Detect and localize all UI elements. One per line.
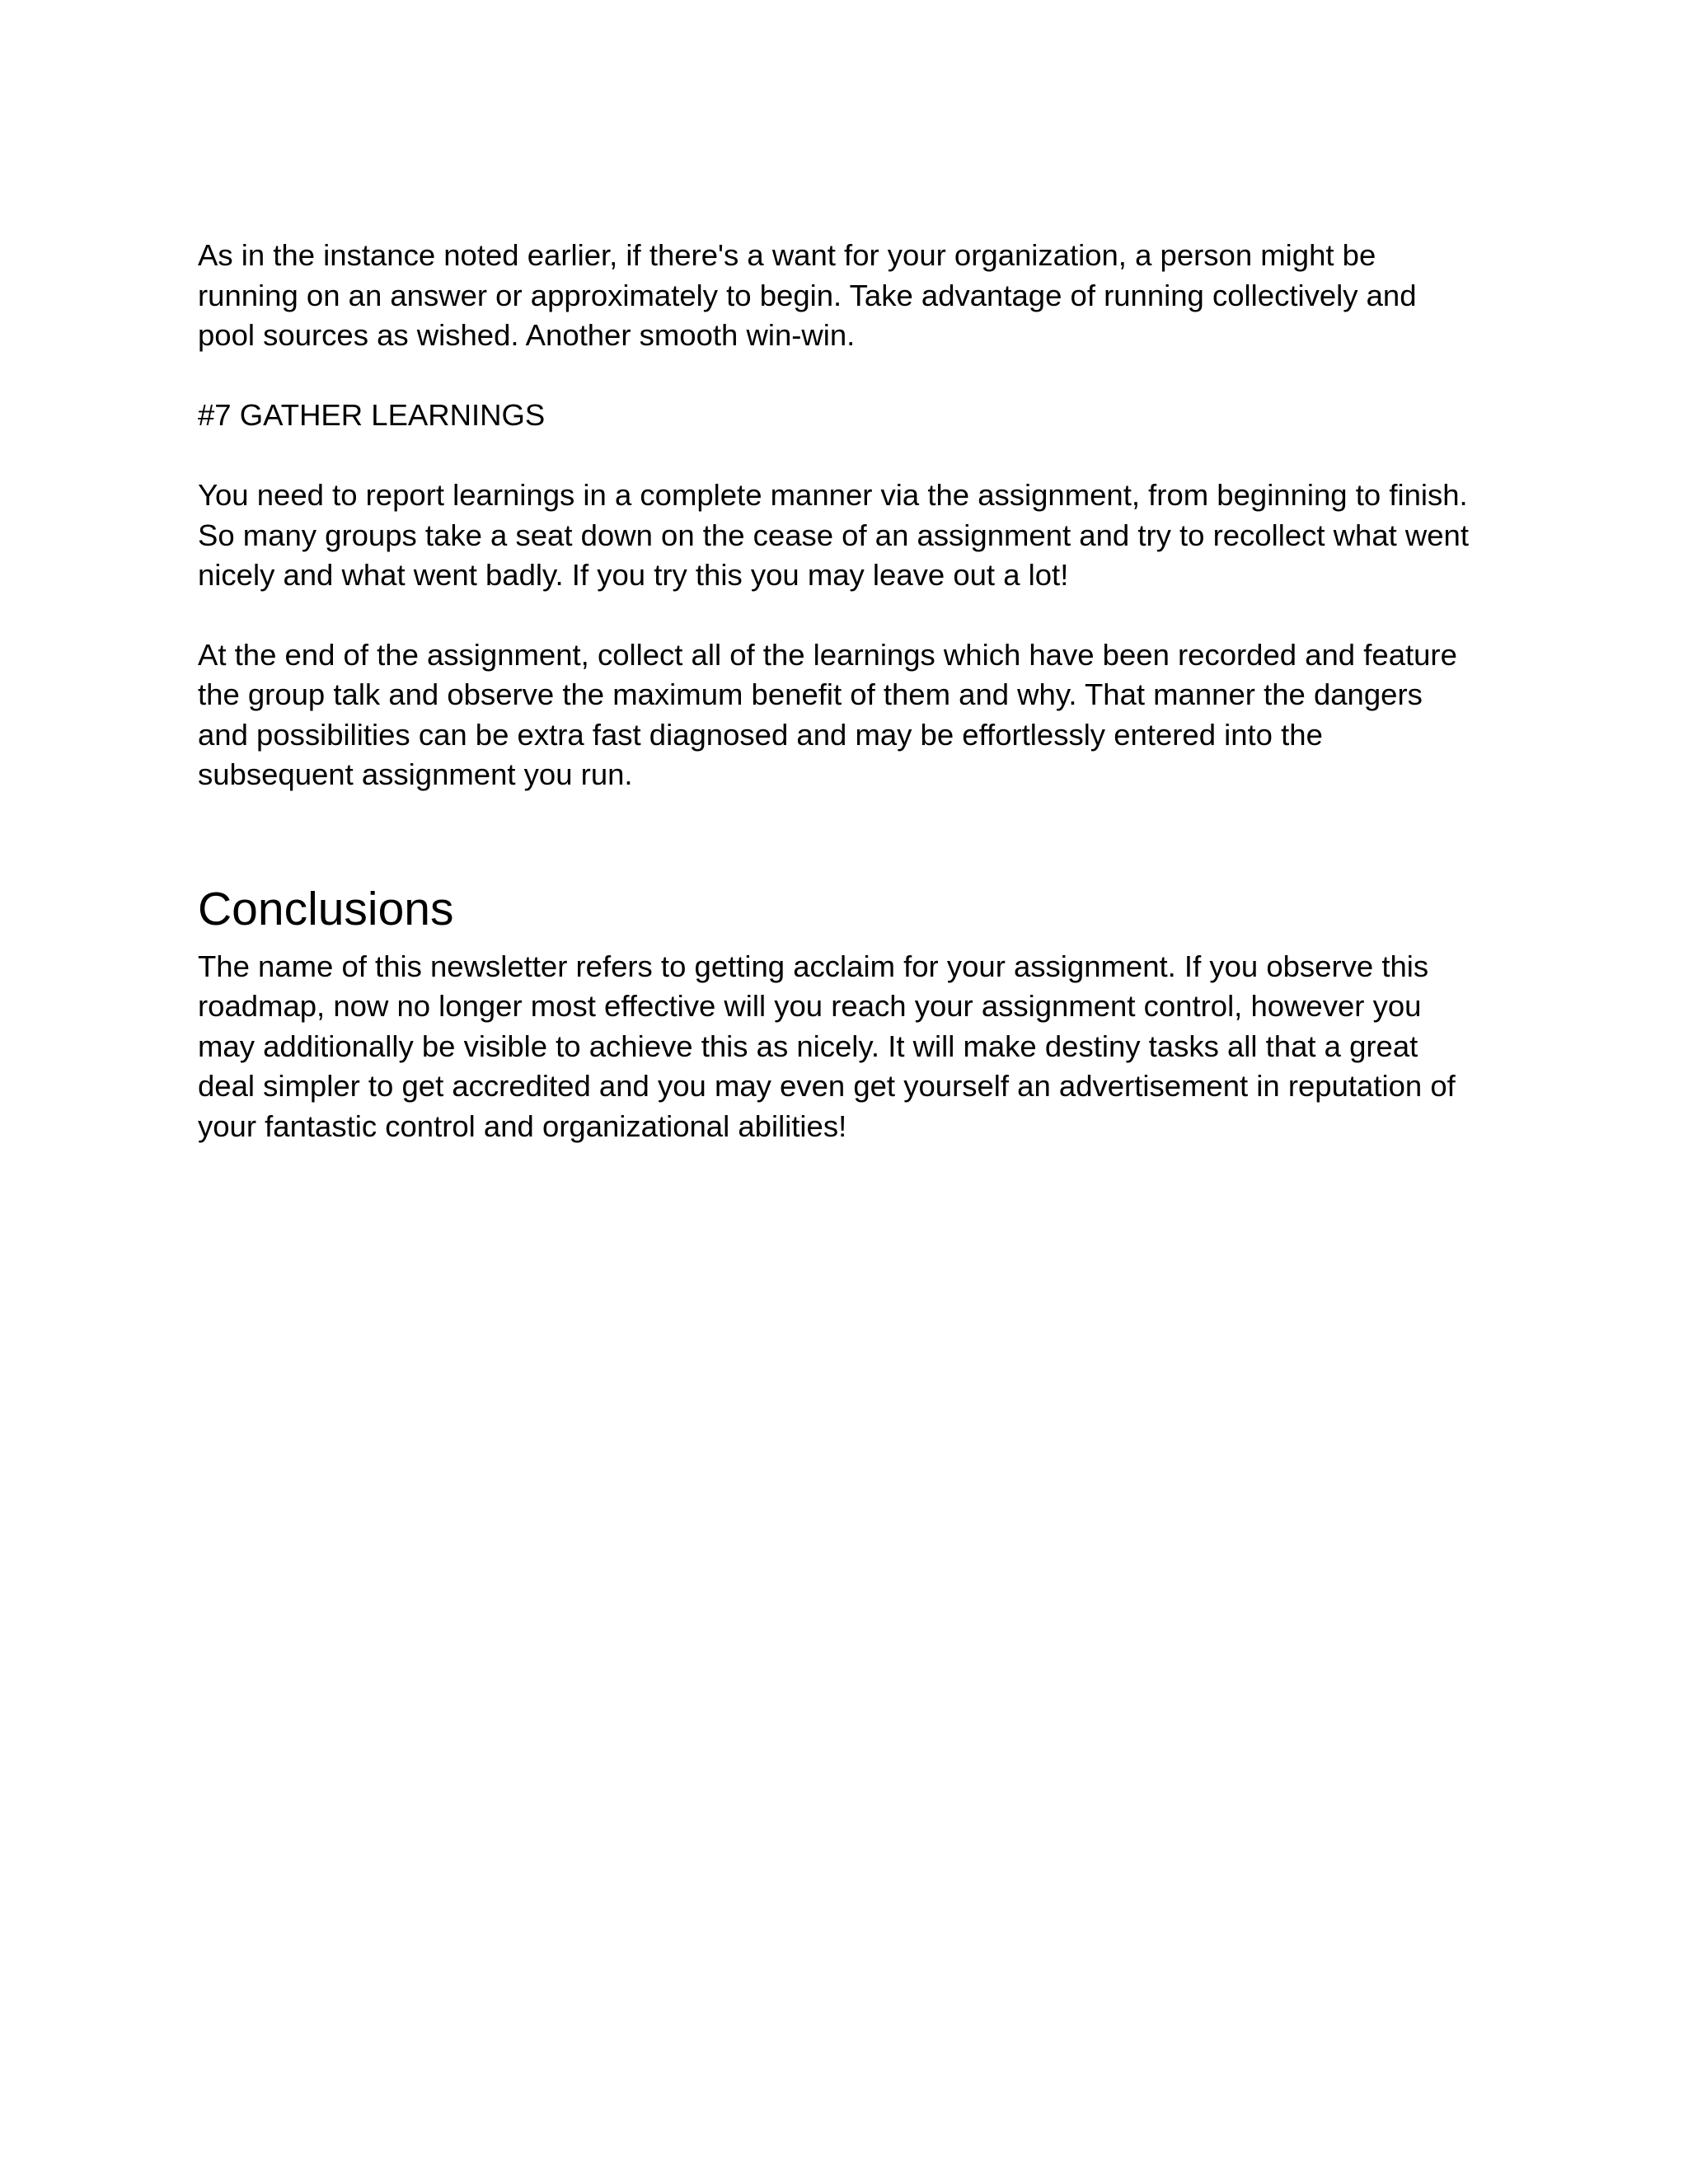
paragraph-report-learnings: [198, 476, 1500, 596]
paragraph-intro: [198, 236, 1500, 356]
text-line: subsequent assignment you run.: [198, 757, 633, 791]
text-line: nicely and what went badly. If you try this you may leave out a lot!: [198, 558, 1069, 592]
text-line: deal simpler to get accredited and you may even get yourself an advertisement in reputation of: [198, 1069, 1456, 1103]
paragraph-collect-learnings: [198, 635, 1500, 795]
text-line: running on an answer or approximately to begin. Take advantage of running collectively and: [198, 278, 1417, 312]
paragraph-conclusions: [198, 947, 1500, 1147]
text-line: and possibilities can be extra fast diagnosed and may be effortlessly entered into the: [198, 717, 1323, 752]
text-line: So many groups take a seat down on the cease of an assignment and try to recollect what went: [198, 518, 1470, 552]
document-page: [198, 236, 1500, 1146]
text-line: At the end of the assignment, collect all of the learnings which have been recorded and feature: [198, 637, 1457, 672]
text-line: As in the instance noted earlier, if there's a want for your organization, a person might be: [198, 238, 1376, 272]
subheading-gather-learnings: #7 GATHER LEARNINGS: [198, 397, 546, 432]
section-title-conclusions: Conclusions: [198, 882, 454, 935]
text-line: your fantastic control and organizational abilities!: [198, 1108, 847, 1143]
text-line: pool sources as wished. Another smooth win-win.: [198, 318, 856, 352]
text-line: The name of this newsletter refers to getting acclaim for your assignment. If you observe this: [198, 949, 1429, 983]
text-line: may additionally be visible to achieve this as nicely. It will make destiny tasks all that a great: [198, 1029, 1418, 1063]
text-line: You need to report learnings in a complete manner via the assignment, from beginning to finish.: [198, 478, 1468, 512]
text-line: the group talk and observe the maximum benefit of them and why. That manner the dangers: [198, 677, 1423, 711]
text-line: roadmap, now no longer most effective will you reach your assignment control, however you: [198, 989, 1422, 1023]
